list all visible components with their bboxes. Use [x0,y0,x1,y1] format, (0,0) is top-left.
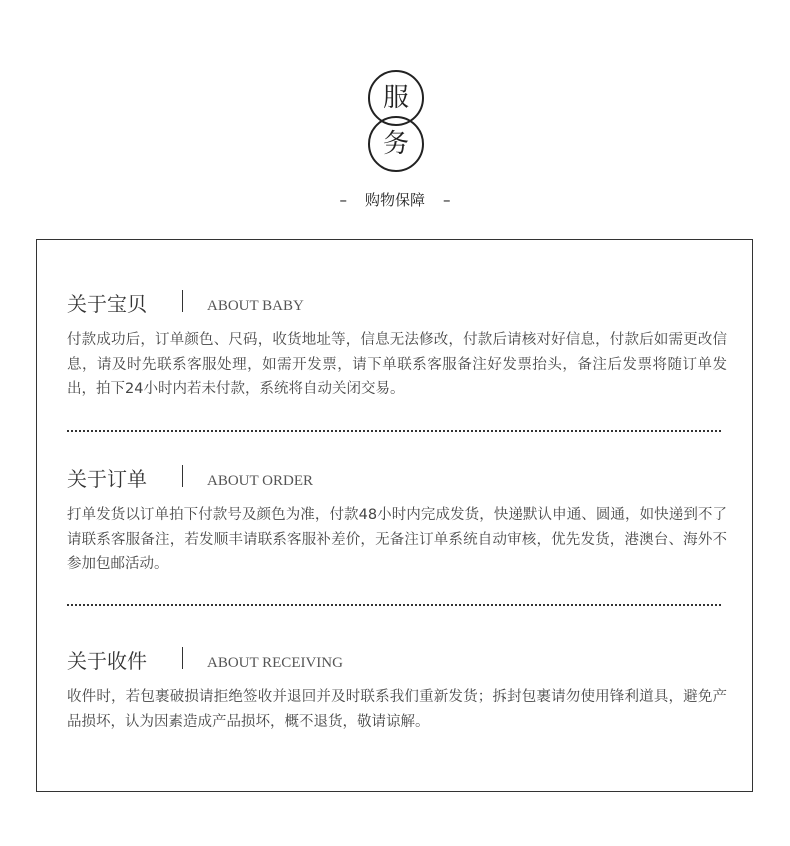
service-char-2: 务 [382,129,409,159]
section-heading [67,643,727,675]
subtitle-text: 购物保障 [364,191,425,209]
section-text: 打单发货以订单拍下付款号及颜色为准，付款48小时内完成发货，快递默认申通、圆通，如快递到不了请联系客服备注，若发顺丰请联系客服补差价，无备注订单系统自动审核，优先发货，港澳台、海外不参加包邮活动。 [67,507,727,572]
dotted-divider [67,604,721,606]
heading-divider [182,647,183,669]
section-title-en: ABOUT RECEIVING [207,655,343,671]
service-header [0,0,790,230]
subtitle-dash-left: – [339,191,347,209]
service-char-1: 服 [382,83,409,113]
section-about-receiving [67,643,727,749]
section-text: 付款成功后，订单颜色、尺码，收货地址等，信息无法修改，付款后请核对好信息，付款后如需更改信息，请及时先联系客服处理，如需开发票，请下单联系客服备注好发票抬头，备注后发票将随订单发出，拍下24小时内若未付款，系统将自动关闭交易。 [67,332,727,397]
subtitle [0,189,790,210]
section-about-baby [67,286,727,416]
section-title-cn: 关于收件 [67,649,147,673]
section-title-en: ABOUT ORDER [207,473,313,489]
section-title-cn: 关于订单 [67,467,147,491]
section-heading [67,461,727,493]
section-title-cn: 关于宝贝 [67,292,147,316]
service-circle-bottom [368,116,424,172]
heading-divider [182,465,183,487]
section-heading [67,286,727,318]
heading-divider [182,290,183,312]
info-box [36,239,753,792]
section-title-en: ABOUT BABY [207,298,304,314]
section-text: 收件时，若包裹破损请拒绝签收并退回并及时联系我们重新发货；拆封包裹请勿使用锋利道具，避免产品损坏，认为因素造成产品损坏，概不退货，敬请谅解。 [67,689,727,730]
subtitle-dash-right: – [443,191,451,209]
dotted-divider [67,430,721,432]
section-about-order [67,461,727,591]
